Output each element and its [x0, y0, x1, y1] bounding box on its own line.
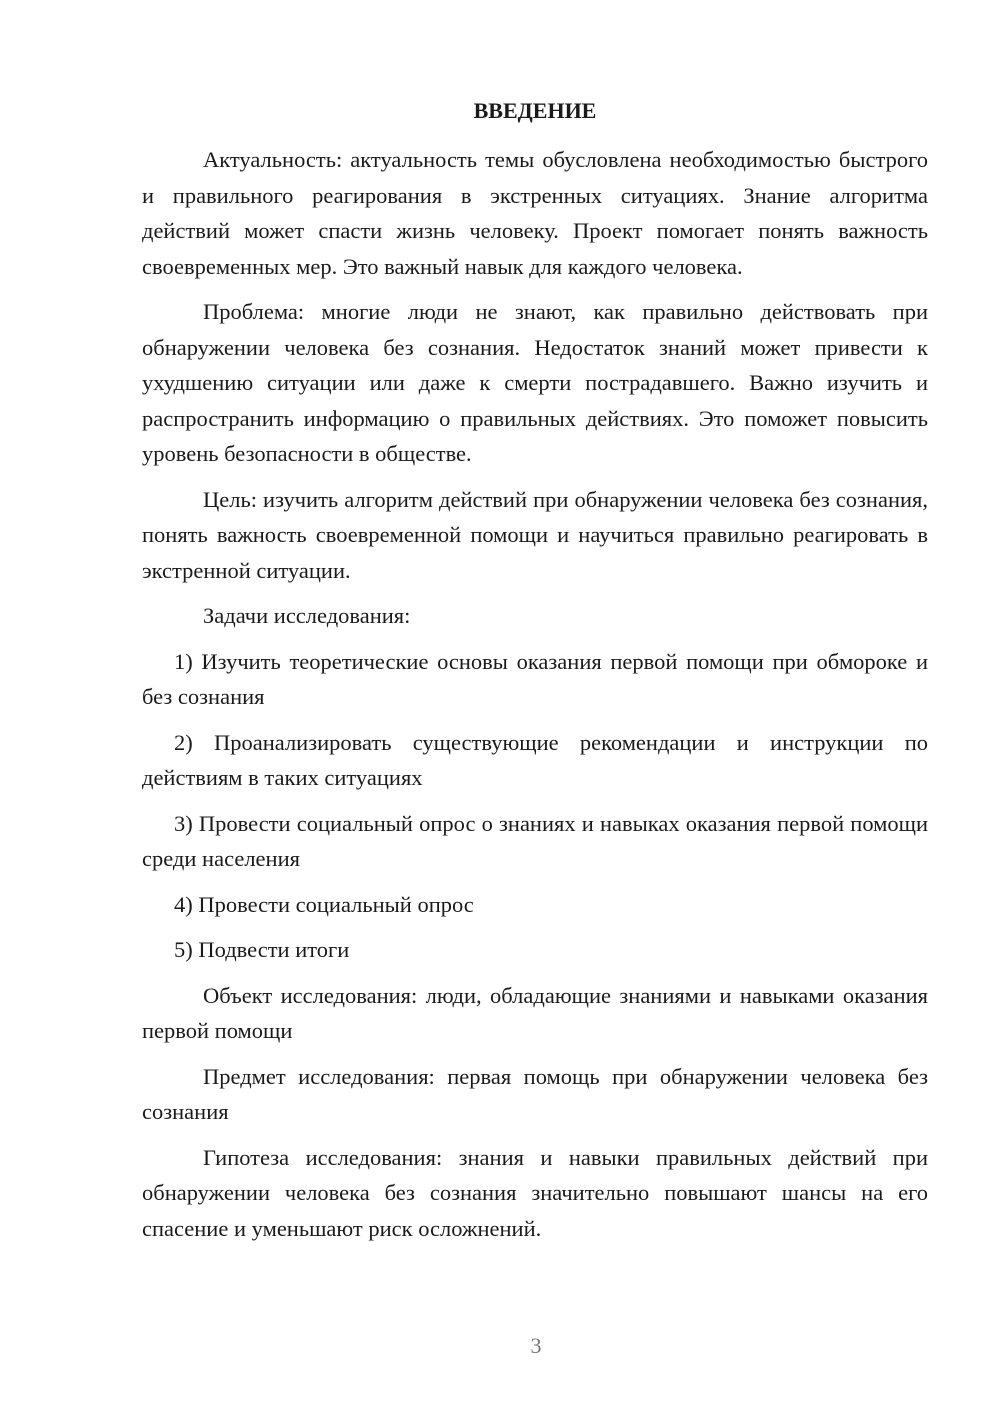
- paragraph-goal: Цель: изучить алгоритм действий при обнаружении человека без сознания, понять важность своевременной помощи и научиться правильно реагировать в экстренной ситуации.: [142, 486, 928, 583]
- paragraph-relevance: Актуальность: актуальность темы обусловлена необходимостью быстрого и правильного реагирования в экстренных ситуациях. Знание алгоритма действий может спасти жизнь человеку. Проект помогает понять важность своевременных мер. Это важный навык для каждого человека.: [142, 147, 928, 279]
- paragraph-hypothesis: Гипотеза исследования: знания и навыки правильных действий при обнаружении человека без сознания значительно повышают шансы на его спасение и уменьшают риск осложнений.: [142, 1144, 928, 1241]
- task-item-3: 3) Провести социальный опрос о знаниях и навыках оказания первой помощи среди населения: [142, 810, 928, 871]
- document-body: [142, 142, 928, 1256]
- paragraph-subject: Предмет исследования: первая помощь при обнаружении человека без сознания: [142, 1063, 928, 1124]
- task-item-4: 4) Провести социальный опрос: [174, 891, 474, 917]
- task-item-5: 5) Подвести итоги: [174, 937, 350, 962]
- paragraph-problem: Проблема: многие люди не знают, как правильно действовать при обнаружении человека без сознания. Недостаток знаний может привести к ухудшению ситуации или даже к смерти пострадавшего. Важно изучить и распространить информацию о правильных действиях. Это поможет повысить уровень безопасности в обществе.: [142, 299, 928, 466]
- paragraph-tasks-heading: Задачи исследования:: [203, 603, 411, 628]
- task-item-1: 1) Изучить теоретические основы оказания первой помощи при обмороке и без сознания: [142, 648, 928, 709]
- task-item-2: 2) Проанализировать существующие рекомендации и инструкции по действиям в таких ситуациях: [142, 729, 928, 790]
- page-title: ВВЕДЕНИЕ: [473, 98, 597, 123]
- paragraph-object: Объект исследования: люди, обладающие знаниями и навыками оказания первой помощи: [142, 982, 928, 1043]
- page-number: 3: [530, 1333, 542, 1358]
